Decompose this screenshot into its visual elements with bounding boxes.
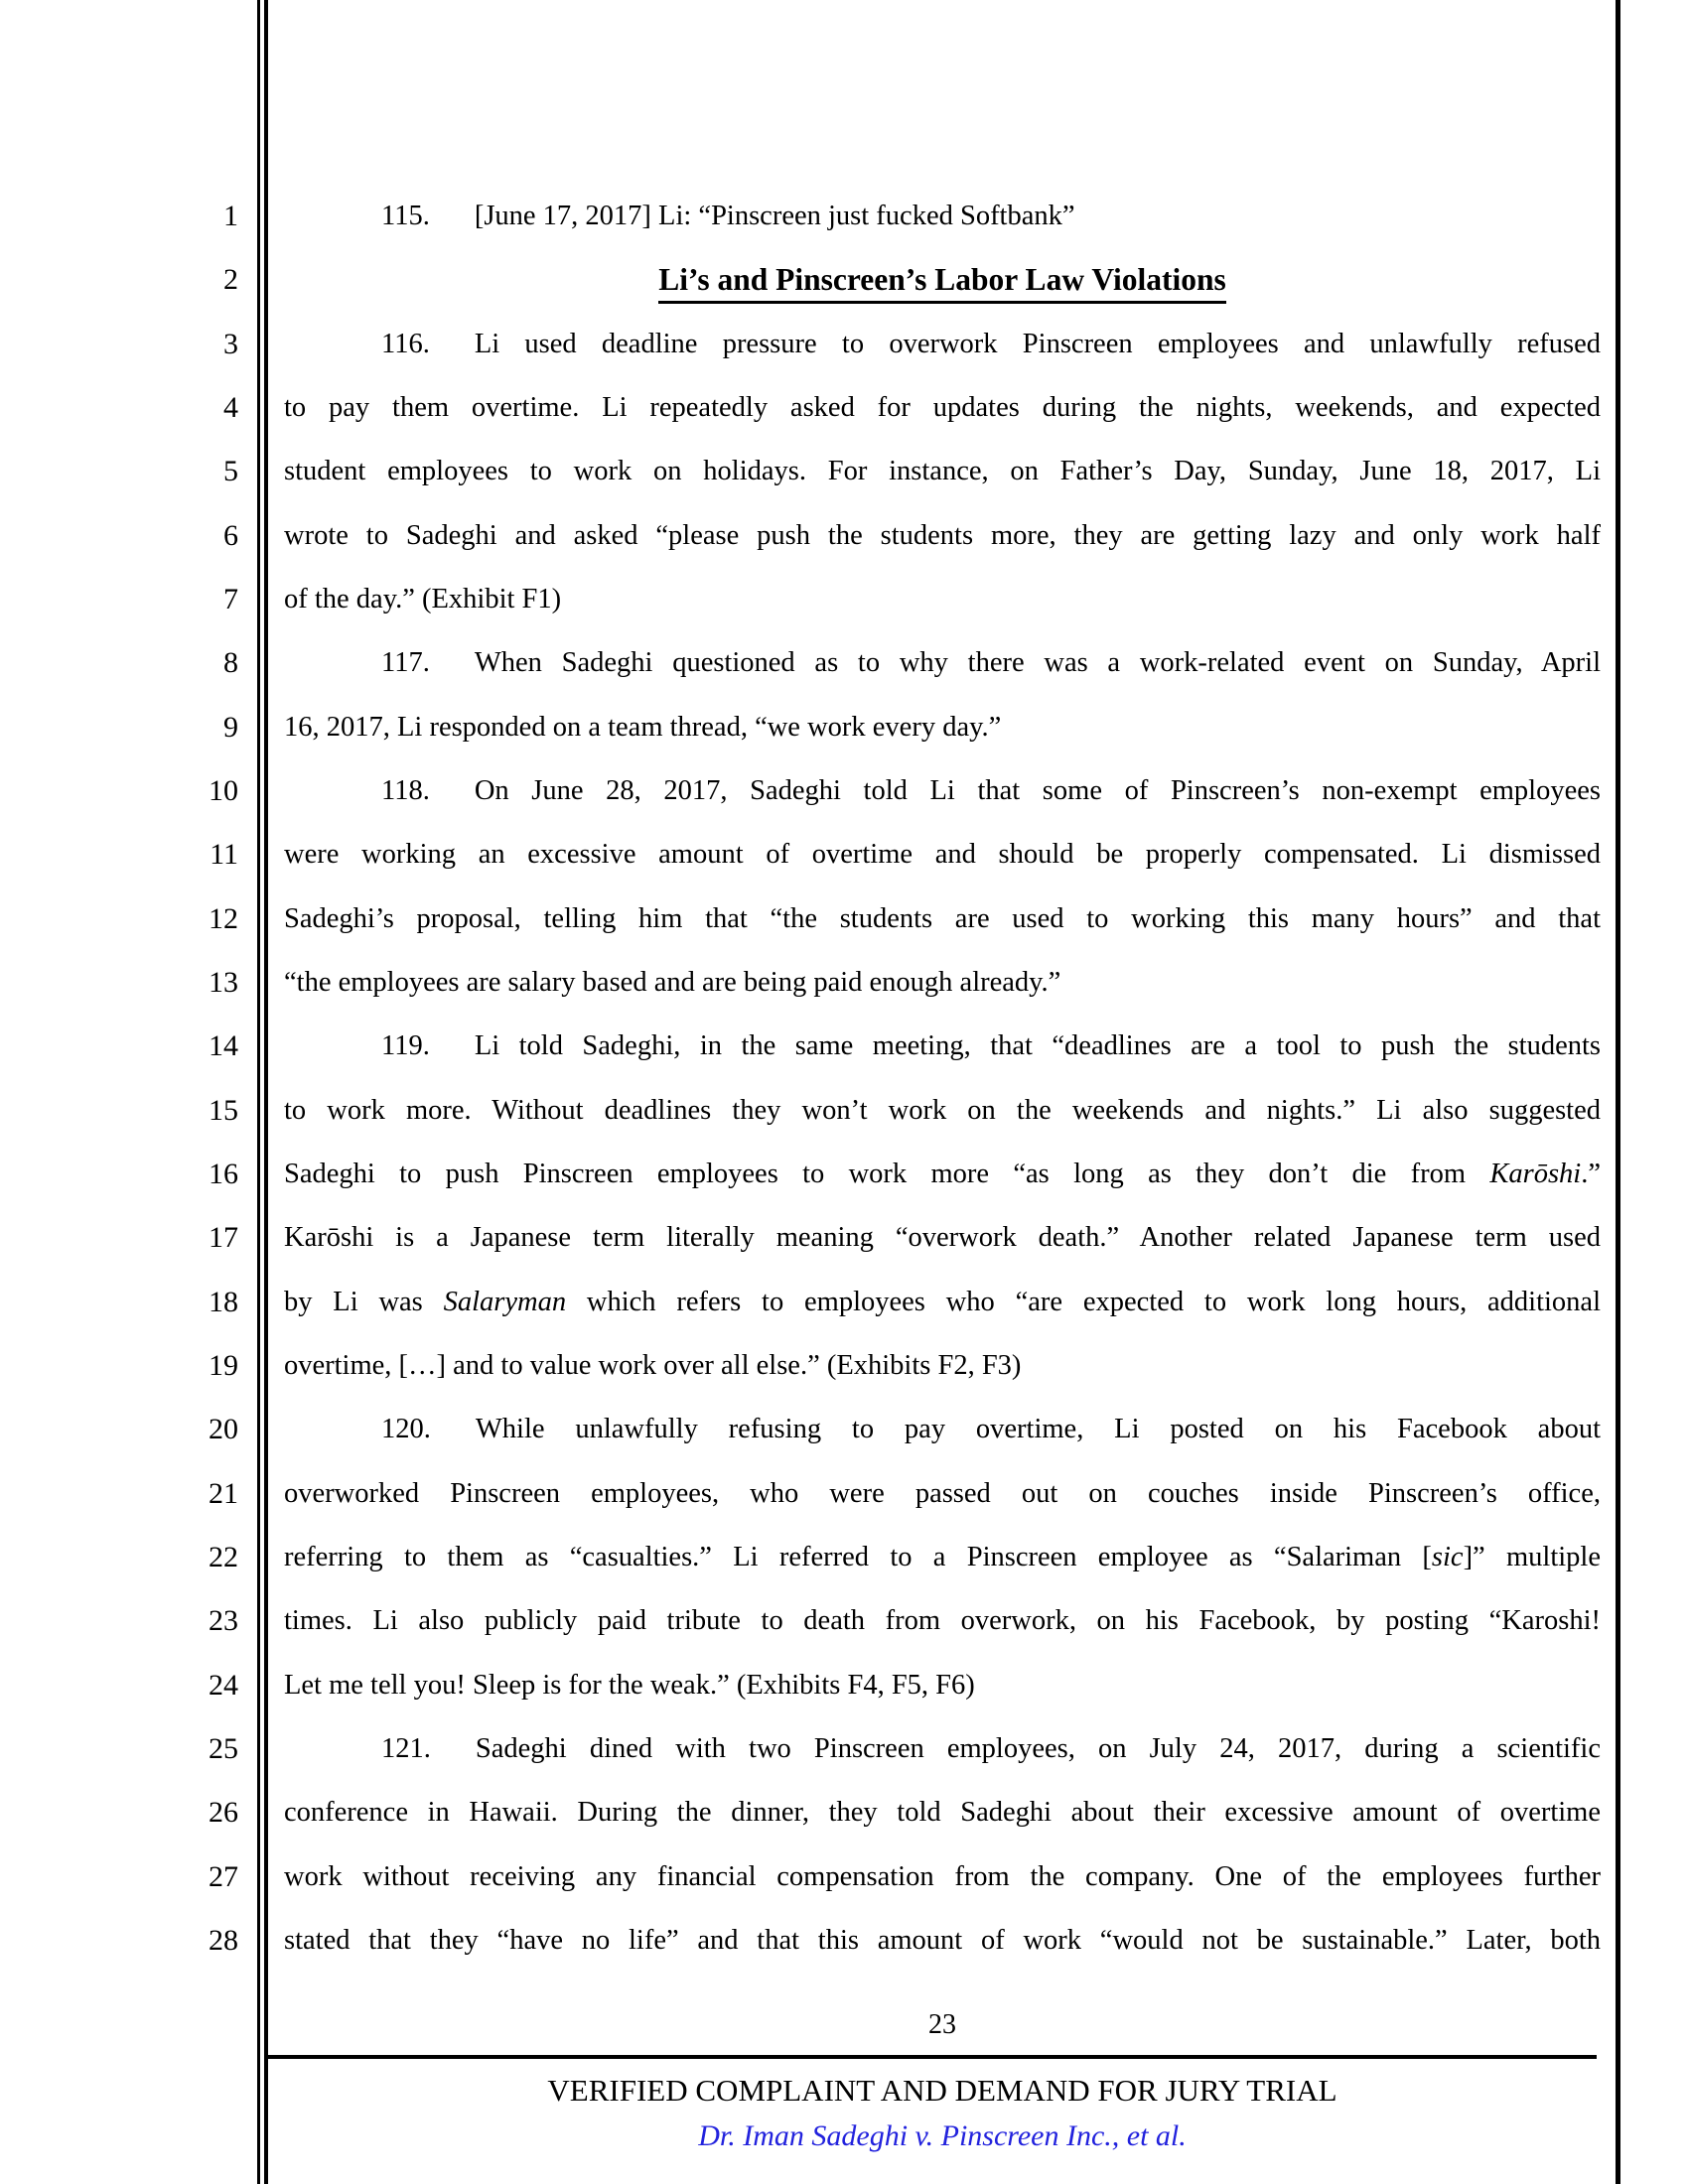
text-segment: Sadeghi to push Pinscreen employees to work more “as long as they don’t die from	[284, 1158, 1490, 1189]
paragraph-number: 116.	[381, 328, 430, 359]
heading-underline	[658, 262, 1225, 304]
body-line	[284, 1909, 1601, 1973]
line-number: 7	[223, 582, 238, 615]
text-segment: ]” multiple	[1463, 1541, 1601, 1572]
body-line	[284, 313, 1601, 376]
line-number: 11	[210, 838, 238, 872]
line-number: 6	[223, 518, 238, 552]
text-segment: were working an excessive amount of overtime and should be properly compensated. Li dismissed	[284, 839, 1601, 871]
text-segment: .”	[1581, 1158, 1601, 1189]
text-segment: which refers to employees who “are expected to work long hours, additional	[566, 1286, 1602, 1317]
text-segment: to pay them overtime. Li repeatedly asked for updates during the nights, weekends, and expected	[284, 391, 1601, 423]
line-number: 27	[209, 1859, 238, 1893]
line-number: 16	[209, 1157, 238, 1190]
line-number: 10	[209, 773, 238, 807]
text-segment: wrote to Sadeghi and asked “please push the students more, they are getting lazy and only work half	[284, 519, 1601, 551]
text-segment: to work more. Without deadlines they won’t work on the weekends and nights.” Li also suggested	[284, 1094, 1601, 1126]
line-number: 13	[209, 965, 238, 999]
pleading-rule-right	[1616, 0, 1620, 2184]
body-line	[284, 696, 1601, 759]
body-line	[284, 1398, 1601, 1461]
text-segment: student employees to work on holidays. For instance, on Father’s Day, Sunday, June 18, 2017, Li	[284, 456, 1601, 487]
paragraph-number: 119.	[381, 1030, 430, 1062]
text-segment: overworked Pinscreen employees, who were passed out on couches inside Pinscreen’s office,	[284, 1477, 1601, 1509]
line-number: 1	[223, 200, 238, 232]
body-line	[284, 1271, 1601, 1334]
body-line	[284, 1589, 1601, 1653]
text-segment: Li’s and Pinscreen’s Labor Law Violations	[658, 262, 1226, 298]
body-line	[284, 823, 1601, 887]
text-segment: While unlawfully refusing to pay overtime, Li posted on his Facebook about	[475, 1414, 1601, 1445]
footer-case-caption: Dr. Iman Sadeghi v. Pinscreen Inc., et al.	[698, 2119, 1187, 2152]
text-segment: work without receiving any financial compensation from the company. One of the employees further	[284, 1860, 1601, 1892]
page-number: 23	[928, 2009, 956, 2040]
body-line	[284, 887, 1601, 951]
text-segment: of the day.” (Exhibit F1)	[284, 583, 562, 614]
body-line	[284, 1845, 1601, 1909]
body-line	[284, 759, 1601, 823]
line-number: 15	[209, 1093, 238, 1127]
text-segment: referring to them as “casualties.” Li referred to a Pinscreen employee as “Salariman [	[284, 1541, 1432, 1572]
italic-term: sic	[1431, 1541, 1464, 1572]
text-segment: Sadeghi dined with two Pinscreen employees, on July 24, 2017, during a scientific	[475, 1732, 1601, 1764]
paragraph-number: 120.	[381, 1414, 431, 1445]
paragraph-number: 117.	[381, 647, 430, 679]
text-segment: When Sadeghi questioned as to why there was a work-related event on Sunday, April	[474, 647, 1601, 679]
line-number: 8	[223, 646, 238, 680]
text-segment: Karōshi is a Japanese term literally meaning “overwork death.” Another related Japanese term used	[284, 1222, 1601, 1254]
body-line	[284, 631, 1601, 695]
line-number: 20	[209, 1413, 238, 1446]
line-number: 24	[209, 1668, 238, 1702]
body-line	[284, 1015, 1601, 1078]
body-line	[284, 1334, 1601, 1398]
line-number: 21	[209, 1476, 238, 1510]
text-segment: “the employees are salary based and are being paid enough already.”	[284, 966, 1061, 998]
pleading-rule-left-inner	[264, 0, 268, 2184]
line-number: 26	[209, 1796, 238, 1830]
text-segment: by Li was	[284, 1286, 444, 1317]
italic-term: Salaryman	[443, 1286, 567, 1317]
body-line	[284, 1717, 1601, 1781]
text-segment: Let me tell you! Sleep is for the weak.” (Exhibits F4, F5, F6)	[284, 1669, 975, 1701]
text-segment: overtime, […] and to value work over all else.” (Exhibits F2, F3)	[284, 1349, 1022, 1381]
text-segment: 16, 2017, Li responded on a team thread, “we work every day.”	[284, 711, 1002, 743]
line-number-column	[0, 185, 242, 1973]
line-number: 3	[223, 327, 238, 360]
text-segment: Li told Sadeghi, in the same meeting, that “deadlines are a tool to push the students	[474, 1030, 1601, 1062]
line-number: 28	[209, 1923, 238, 1957]
pleading-rule-left-outer	[257, 0, 260, 2184]
body-line	[284, 1079, 1601, 1143]
line-number: 18	[209, 1285, 238, 1318]
text-segment: [June 17, 2017] Li: “Pinscreen just fucked Softbank”	[474, 201, 1075, 231]
line-number: 25	[209, 1731, 238, 1765]
line-number: 17	[209, 1221, 238, 1255]
text-segment: stated that they “have no life” and that this amount of work “would not be sustainable.” Later, both	[284, 1924, 1601, 1956]
body-line	[284, 504, 1601, 568]
line-number: 4	[223, 390, 238, 424]
body-line	[284, 1143, 1601, 1206]
text-segment: Sadeghi’s proposal, telling him that “the students are used to working this many hours” and that	[284, 902, 1601, 934]
line-number: 12	[209, 901, 238, 935]
body-line	[284, 1462, 1601, 1526]
line-number: 22	[209, 1540, 238, 1573]
line-number: 5	[223, 455, 238, 488]
body-line	[284, 440, 1601, 503]
line-number: 14	[209, 1029, 238, 1063]
body-line	[284, 1206, 1601, 1270]
body-line	[284, 1781, 1601, 1844]
line-number: 9	[223, 710, 238, 744]
text-segment: On June 28, 2017, Sadeghi told Li that some of Pinscreen’s non-exempt employees	[474, 774, 1601, 806]
body-line	[284, 568, 1601, 631]
body-line	[284, 1654, 1601, 1717]
body-line	[284, 185, 1601, 248]
body-line	[284, 951, 1601, 1015]
body-line	[284, 1526, 1601, 1589]
text-segment: Li used deadline pressure to overwork Pinscreen employees and unlawfully refused	[474, 328, 1601, 359]
line-number: 2	[223, 263, 238, 297]
line-number: 19	[209, 1348, 238, 1382]
section-heading	[284, 248, 1601, 312]
text-segment: times. Li also publicly paid tribute to death from overwork, on his Facebook, by posting “Karoshi!	[284, 1605, 1601, 1637]
document-body	[284, 185, 1601, 1973]
text-segment: conference in Hawaii. During the dinner, they told Sadeghi about their excessive amount of overtime	[284, 1797, 1601, 1829]
italic-term: Karōshi	[1489, 1158, 1582, 1189]
paragraph-number: 118.	[381, 774, 430, 806]
paragraph-number: 115.	[381, 201, 430, 231]
footer-divider	[268, 2055, 1597, 2059]
footer-document-title: VERIFIED COMPLAINT AND DEMAND FOR JURY TRIAL	[547, 2073, 1337, 2108]
line-number: 23	[209, 1604, 238, 1638]
paragraph-number: 121.	[381, 1732, 431, 1764]
body-line	[284, 376, 1601, 440]
